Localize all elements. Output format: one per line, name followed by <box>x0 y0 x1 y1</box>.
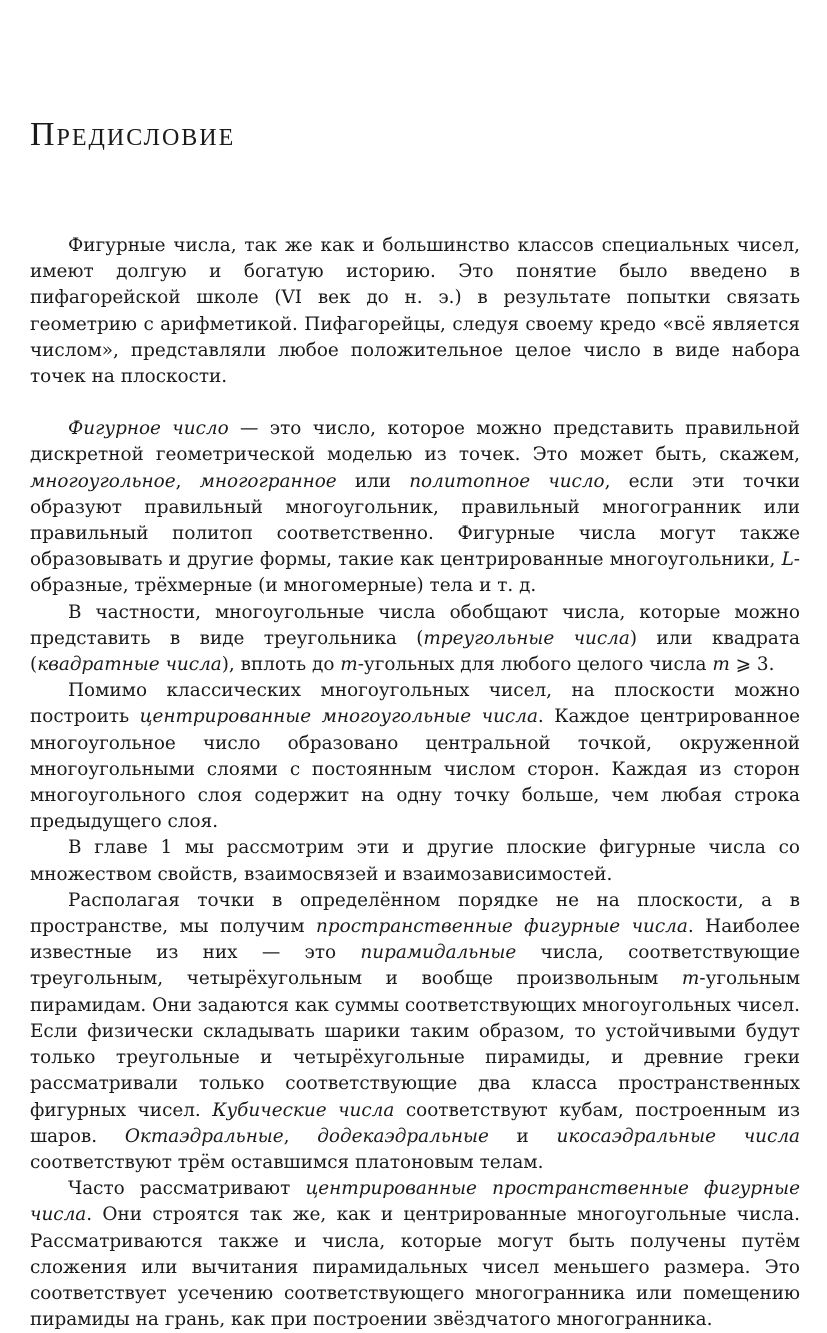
italic-term: многогранное <box>199 470 337 492</box>
text-run: . Каждое центрированное многоугольное число образовано центральной точкой, окруженной многоугольными слоями с постоянным числом сторон. Каждая из сторон многоугольного слоя содержит на одну точку больше, чем любая строка предыдущего слоя. <box>30 706 800 833</box>
italic-term: додекаэдральные <box>317 1125 489 1147</box>
paragraph-intro <box>30 233 800 390</box>
paragraph-spatial <box>30 888 800 1176</box>
page-title: Предисловие <box>30 116 236 153</box>
italic-term: L <box>781 549 794 571</box>
italic-term: треугольные числа <box>423 627 630 649</box>
italic-term: Фигурное число <box>68 418 229 440</box>
text-run: В главе 1 мы рассмотрим эти и другие плоские фигурные числа со множеством свойств, взаимосвязей и взаимозависимостей. <box>30 837 800 885</box>
body-text <box>30 233 800 1333</box>
text-run: соответствуют трём оставшимся платоновым телам. <box>30 1151 544 1173</box>
text-run: ) или квадрата ( <box>30 627 800 676</box>
text-run: , <box>283 1125 318 1147</box>
paragraph-definition <box>30 416 800 599</box>
italic-term: m <box>340 654 358 676</box>
paragraph-centered <box>30 678 800 835</box>
text-run: ), вплоть до <box>221 654 341 676</box>
italic-term: центрированные многоугольные числа <box>139 706 538 728</box>
text-run: -угольным пирамидам. Они задаются как суммы соответствующих многоугольных чисел. Если физически складывать шарики таким образом, то устойчивыми будут только треугольные и четырёхугольные пирамиды, и древние греки рассматривали только соответствующие два класса пространственных фигурных чисел. <box>30 968 800 1121</box>
text-run: Располагая точки в определённом порядке не на плоскости, а в пространстве, мы получим <box>30 889 800 938</box>
text-run: или <box>336 470 410 492</box>
text-run: Фигурные числа, так же как и большинство классов специальных чисел, имеют долгую и богатую историю. Это понятие было введено в пифагорейской школе (VI век до н. э.) в результате попытки связать геометрию с арифметикой. Пифагорейцы, следуя своему кредо «всё является числом», представляли любое положительное целое число в виде набора точек на плоскости. <box>30 235 800 388</box>
text-run: и <box>488 1125 557 1147</box>
text-run: В частности, многоугольные числа обобщают числа, которые можно представить в виде треугольника ( <box>30 601 800 649</box>
italic-term: m <box>712 654 730 676</box>
text-run: ⩾ 3. <box>729 654 775 676</box>
text-run: -образные, трёхмерные (и многомерные) тела и т. д. <box>30 549 800 597</box>
text-run: . Наиболее известные из них — это <box>30 916 801 964</box>
italic-term: Кубические числа <box>212 1099 395 1121</box>
italic-term: пирамидальные <box>360 942 517 964</box>
paragraph-polygonal <box>30 600 800 679</box>
text-run: соответствуют кубам, построенным из шаров. <box>30 1099 800 1147</box>
text-run: — это число, которое можно представить правильной дискретной геометрической моделью из точек. Это может быть, скажем, <box>30 418 800 466</box>
text-run: , <box>175 470 200 492</box>
italic-term: квадратные числа <box>37 654 222 676</box>
text-run: -угольных для любого целого числа <box>357 654 713 676</box>
italic-term: Октаэдральные <box>124 1125 284 1147</box>
italic-term: политопное число <box>409 470 605 492</box>
italic-term: m <box>681 968 700 990</box>
text-run: Помимо классических многоугольных чисел, на плоскости можно построить <box>30 680 800 728</box>
text-run: , если эти точки образуют правильный многоугольник, правильный многогранник или правильный политоп соответственно. Фигурные числа могут также образовывать и другие формы, такие как центрированные многоугольники, <box>30 470 800 571</box>
paragraph-chapter-one <box>30 835 800 887</box>
text-run: . Они строятся так же, как и центрированные многоугольные числа. Рассматриваются также и числа, которые могут быть получены путём сложения или вычитания пирамидальных чисел меньшего размера. Это соответствует усечению соответствующего многогранника или помещению пирамиды на грань, как при построении звёздчатого многогранника. <box>30 1204 800 1331</box>
italic-term: многоугольное <box>30 470 176 492</box>
text-run: Часто рассматривают <box>68 1178 306 1200</box>
text-run: числа, соответствующие треугольным, четырёхугольным и вообще произвольным <box>30 942 800 990</box>
italic-term: икосаэдральные числа <box>556 1125 800 1147</box>
italic-term: пространственные фигурные числа <box>316 916 688 938</box>
italic-term: центрированные пространственные фигурные числа <box>30 1178 800 1226</box>
paragraph-centered-spatial <box>30 1176 800 1333</box>
